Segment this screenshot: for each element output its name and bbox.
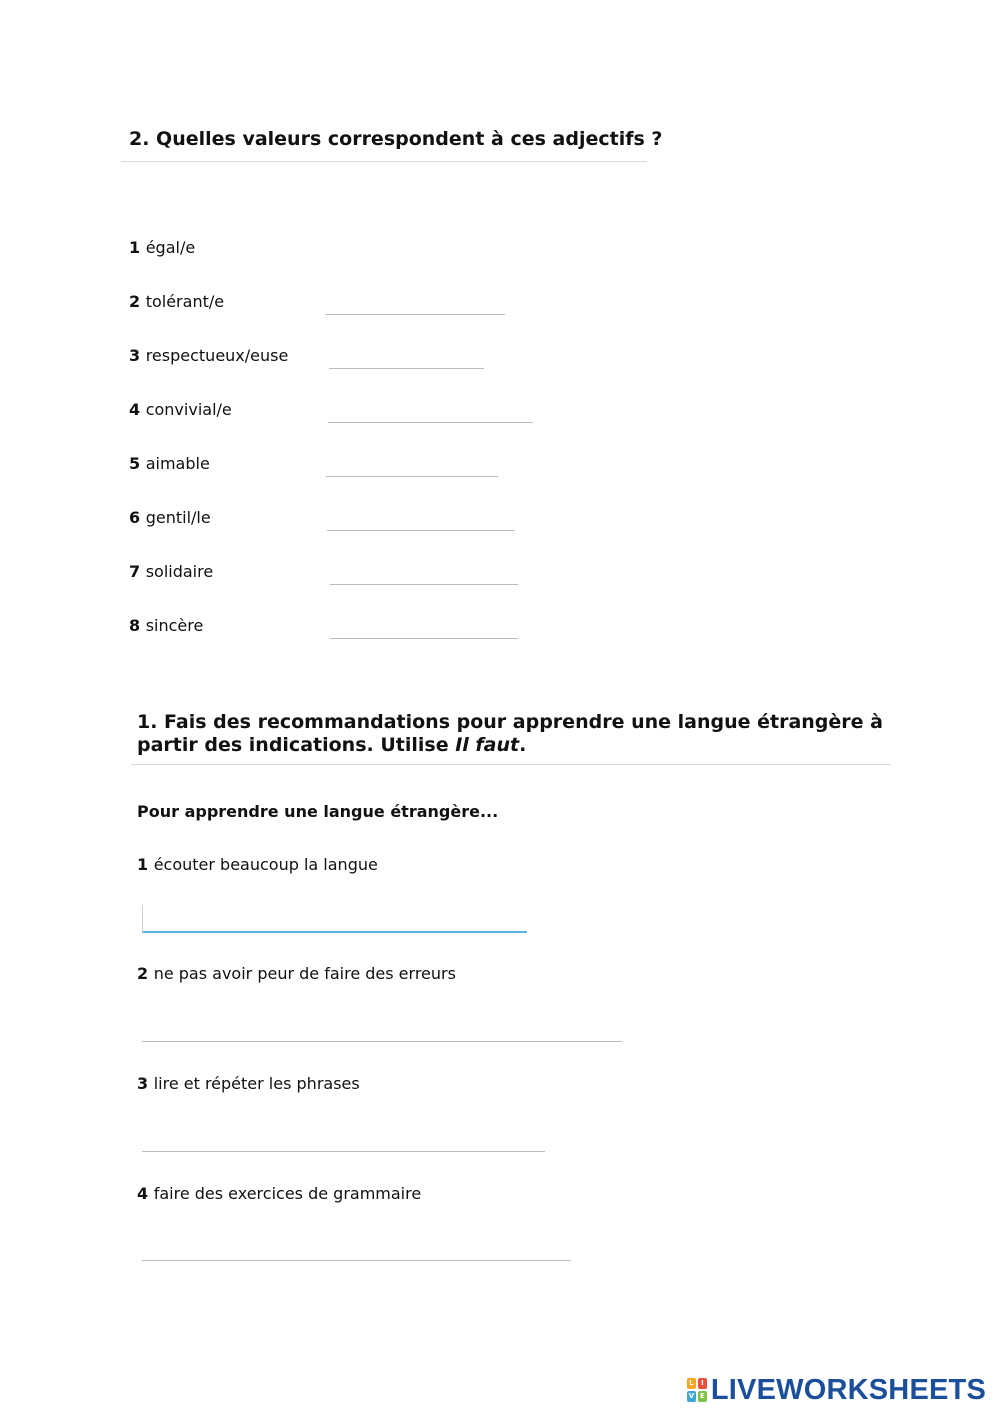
item-label: ne pas avoir peur de faire des erreurs — [153, 964, 456, 983]
recommendation-item-3 — [137, 1074, 360, 1094]
item-number: 3 — [137, 1074, 154, 1093]
liveworksheets-logo[interactable] — [687, 1374, 986, 1406]
logo-tile-v: V — [688, 1392, 695, 1400]
item-number: 2 — [137, 964, 154, 983]
item-label: écouter beaucoup la langue — [153, 855, 378, 874]
item-label: solidaire — [145, 562, 214, 581]
section1-subheading: Pour apprendre une langue étrangère... — [137, 802, 499, 821]
answer-input-adjective-7[interactable] — [330, 563, 518, 585]
answer-input-recommendation-3[interactable] — [142, 1130, 545, 1152]
adjective-item-3 — [129, 346, 288, 366]
adjective-item-2 — [129, 292, 224, 312]
logo-icon — [687, 1378, 707, 1402]
item-label: aimable — [145, 454, 210, 473]
section1-title — [137, 711, 897, 757]
section1-title-emphasis: Il faut — [455, 734, 520, 756]
item-label: respectueux/euse — [145, 346, 289, 365]
logo-text: LIVEWORKSHEETS — [710, 1374, 986, 1406]
item-number: 3 — [129, 346, 146, 365]
item-label: égal/e — [145, 238, 196, 257]
logo-tile-l: L — [687, 1378, 696, 1389]
section1-title-text: 1. Fais des recommandations pour apprendre une langue étrangère à partir des indications. Utilise — [137, 711, 883, 756]
adjective-item-4 — [129, 400, 232, 420]
item-number: 1 — [137, 855, 154, 874]
answer-input-recommendation-4[interactable] — [142, 1239, 571, 1261]
item-label: convivial/e — [145, 400, 232, 419]
adjective-item-5 — [129, 454, 210, 474]
adjective-item-7 — [129, 562, 213, 582]
logo-tile-i: I — [698, 1378, 707, 1389]
item-label: tolérant/e — [145, 292, 225, 311]
item-number: 1 — [129, 238, 146, 257]
recommendation-item-2 — [137, 964, 456, 984]
answer-input-adjective-4[interactable] — [328, 401, 533, 423]
section1-divider — [131, 764, 891, 765]
answer-input-adjective-8[interactable] — [330, 617, 518, 639]
recommendation-item-4 — [137, 1184, 421, 1204]
logo-tile-e: E — [698, 1391, 707, 1402]
answer-input-adjective-5[interactable] — [326, 455, 498, 477]
item-number: 5 — [129, 454, 146, 473]
item-number: 2 — [129, 292, 146, 311]
recommendation-item-1 — [137, 855, 378, 875]
adjective-item-1 — [129, 238, 195, 258]
answer-input-adjective-2[interactable] — [325, 293, 505, 315]
item-number: 4 — [129, 400, 146, 419]
answer-input-adjective-3[interactable] — [329, 347, 484, 369]
adjective-item-6 — [129, 508, 211, 528]
answer-input-recommendation-1[interactable] — [142, 905, 527, 933]
answer-input-adjective-6[interactable] — [327, 509, 515, 531]
section1-title-end: . — [519, 734, 527, 756]
item-number: 7 — [129, 562, 146, 581]
item-label: lire et répéter les phrases — [153, 1074, 360, 1093]
item-label: gentil/le — [145, 508, 211, 527]
item-number: 8 — [129, 616, 146, 635]
item-label: faire des exercices de grammaire — [153, 1184, 422, 1203]
section2-divider — [121, 161, 647, 162]
answer-input-recommendation-2[interactable] — [142, 1020, 622, 1042]
adjective-item-8 — [129, 616, 203, 636]
item-number: 6 — [129, 508, 146, 527]
item-number: 4 — [137, 1184, 154, 1203]
section2-title: 2. Quelles valeurs correspondent à ces adjectifs ? — [129, 128, 663, 150]
item-label: sincère — [145, 616, 204, 635]
